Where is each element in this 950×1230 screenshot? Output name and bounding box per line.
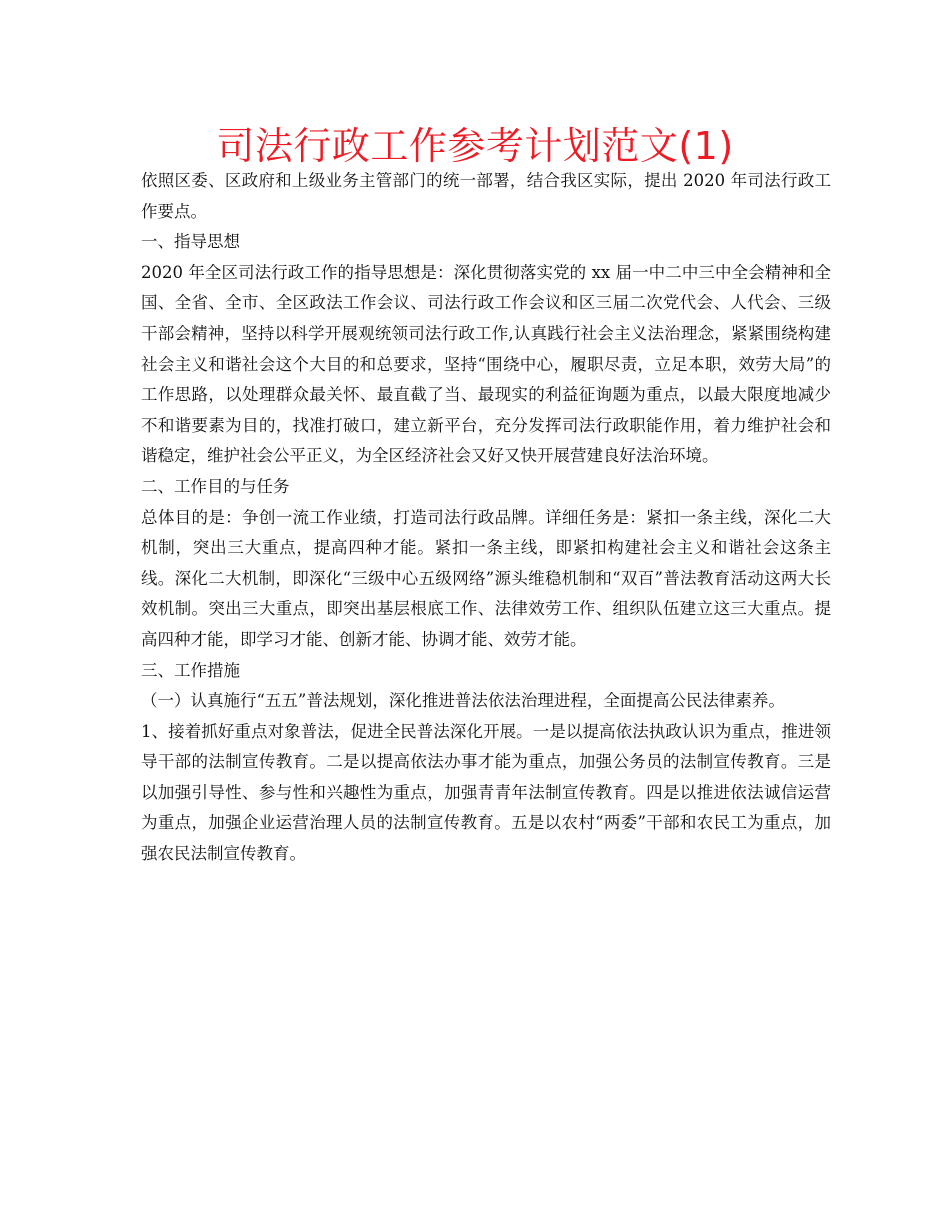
heading-guiding-thought: 一、指导思想: [141, 232, 240, 252]
document-title: 司法行政工作参考计划范文(1): [216, 124, 734, 168]
heading-work-measures: 三、工作措施: [141, 660, 240, 680]
paragraph-measure-1-item-1: 1、接着抓好重点对象普法，促进全民普法深化开展。一是以提高依法执政认识为重点，推进领导干部的法制宣传教育。二是以提高依法办事才能为重点，加强公务员的法制宣传教育。三是以加强引导性、参与性和兴趣性为重点，加强青青年法制宣传教育。四是以推进依法诚信运营为重点，加强企业运营治理人员的法制宣传教育。五是以农村“两委”干部和农民工为重点，加强农民法制宣传教育。: [141, 721, 831, 864]
paragraph-measure-1: （一）认真施行“五五”普法规划，深化推进普法依法治理进程，全面提高公民法律素养。: [141, 691, 785, 711]
document-body: [141, 166, 831, 870]
heading-goals-tasks: 二、工作目的与任务: [141, 476, 290, 496]
paragraph-goals-tasks: 总体目的是：争创一流工作业绩，打造司法行政品牌。详细任务是：紧扣一条主线，深化二大机制，突出三大重点，提高四种才能。紧扣一条主线，即紧扣构建社会主义和谐社会这条主线。深化二大机制，即深化“三级中心五级网络”源头维稳机制和“双百”普法教育活动这两大长效机制。突出三大重点，即突出基层根底工作、法律效劳工作、组织队伍建立这三大重点。提高四种才能，即学习才能、创新才能、协调才能、效劳才能。: [141, 507, 831, 649]
paragraph-intro: 依照区委、区政府和上级业务主管部门的统一部署，结合我区实际，提出 2020 年司法行政工作要点。: [141, 171, 831, 221]
paragraph-guiding-thought: 2020 年全区司法行政工作的指导思想是：深化贯彻落实党的 xx 届一中二中三中全会精神和全国、全省、全市、全区政法工作会议、司法行政工作会议和区三届二次党代会、人代会、三级干部会精神，坚持以科学开展观统领司法行政工作,认真践行社会主义法治理念，紧紧围绕构建社会主义和谐社会这个大目的和总要求，坚持“围绕中心，履职尽责，立足本职，效劳大局”的工作思路，以处理群众最关怀、最直截了当、最现实的利益征询题为重点，以最大限度地减少不和谐要素为目的，找准打破口，建立新平台，充分发挥司法行政职能作用，着力维护社会和谐稳定，维护社会公平正义，为全区经济社会又好又快开展营建良好法治环境。: [141, 262, 831, 466]
